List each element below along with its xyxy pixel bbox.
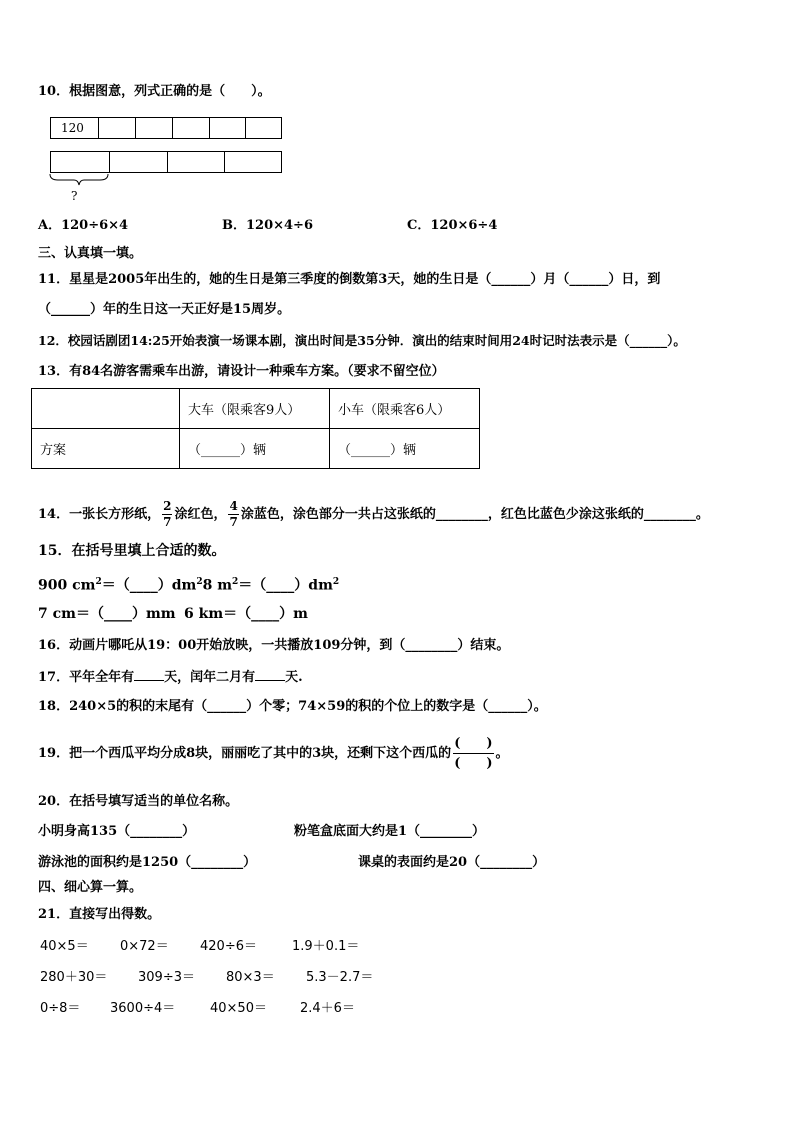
table-cell-big: （______）辆 xyxy=(180,429,330,469)
table-row-label: 方案 xyxy=(32,429,180,469)
blank-underline xyxy=(255,668,285,681)
strip-cell-120: 120 xyxy=(61,121,84,135)
strip-cell xyxy=(172,118,209,138)
calc-item: 80×3＝ xyxy=(226,970,275,985)
q17-part-c: 天. xyxy=(285,670,303,685)
fraction-blank xyxy=(453,734,493,773)
q20-b: 粉笔盒底面大约是1（________） xyxy=(294,824,486,839)
calc-item: 280＋30＝ xyxy=(40,970,108,985)
calc-item: 5.3－2.7＝ xyxy=(306,970,374,985)
table-header-big: 大车（限乘客9人） xyxy=(180,389,330,429)
q21-title: 21．直接写出得数。 xyxy=(38,907,161,922)
q17-part-b: 天，闰年二月有 xyxy=(164,670,256,685)
strip-cell xyxy=(209,118,245,138)
calc-item: 2.4＋6＝ xyxy=(300,1001,355,1016)
calc-item: 40×50＝ xyxy=(210,1001,267,1016)
strip-cell xyxy=(98,118,135,138)
q15-row2-b: 6 km＝（____）m xyxy=(184,606,308,622)
q10-option-a: A．120÷6×4 xyxy=(38,218,129,233)
q17-part-a: 17．平年全年有 xyxy=(38,670,135,685)
q10-option-b: B．120×4÷6 xyxy=(222,218,314,233)
calc-item: 420÷6＝ xyxy=(200,939,257,954)
q10-option-c: C．120×6÷4 xyxy=(407,218,498,233)
q15-row1-b: ＝（____）dm xyxy=(101,577,197,594)
calc-item: 3600÷4＝ xyxy=(110,1001,176,1016)
q10-text: 10．根据图意，列式正确的是（ ）。 xyxy=(38,84,271,99)
q18-text: 18．240×5的积的末尾有（______）个零；74×59的积的个位上的数字是（______）。 xyxy=(38,699,547,714)
strip-cell xyxy=(224,152,281,172)
superscript: 2 xyxy=(196,577,203,587)
bottom-strip xyxy=(50,151,282,173)
fraction-denominator: 7 xyxy=(163,515,172,529)
strip-cell xyxy=(167,152,224,172)
q11-line1: 11．星星是2005年出生的，她的生日是第三季度的倒数第3天，她的生日是（______）月（______）日，到 xyxy=(38,272,661,287)
question-mark: ? xyxy=(71,189,78,203)
calc-item: 1.9＋0.1＝ xyxy=(292,939,360,954)
q15-row1-c: 8 m xyxy=(202,577,233,594)
q19-end: 。 xyxy=(495,746,509,761)
q15-row2-a: 7 cm＝（____）mm xyxy=(38,606,176,622)
calc-item: 40×5＝ xyxy=(40,939,89,954)
table-header-small: 小车（限乘客6人） xyxy=(330,389,480,429)
section-4-heading: 四、细心算一算。 xyxy=(38,880,143,895)
calc-row-1 xyxy=(40,939,359,955)
fraction-denominator: 7 xyxy=(229,515,238,529)
brace-icon xyxy=(48,172,112,188)
fraction-denominator: ( ) xyxy=(454,756,493,771)
q20-title: 20．在括号填写适当的单位名称。 xyxy=(38,794,239,809)
q19-text: 19．把一个西瓜平均分成8块，丽丽吃了其中的3块，还剩下这个西瓜的 xyxy=(38,746,452,761)
q17-line xyxy=(38,668,303,686)
q20-c: 游泳池的面积约是1250（________） xyxy=(38,855,257,870)
blank-underline xyxy=(134,668,164,681)
q11-line2: （______）年的生日这一天正好是15周岁。 xyxy=(38,302,291,317)
q13-table xyxy=(31,388,480,469)
q15-title: 15．在括号里填上合适的数。 xyxy=(38,543,226,559)
section-3-heading: 三、认真填一填。 xyxy=(38,246,143,261)
q14-part-b: 涂红色， xyxy=(174,507,227,522)
table-cell-small: （______）辆 xyxy=(330,429,480,469)
fraction-2-7 xyxy=(162,499,172,530)
calc-row-3 xyxy=(40,1001,355,1017)
q16-text: 16．动画片哪吒从19：00开始放映，一共播放109分钟，到（________）结束。 xyxy=(38,638,510,653)
calc-row-2 xyxy=(40,970,373,986)
top-strip xyxy=(50,117,282,139)
table-corner xyxy=(32,389,180,429)
q12-text: 12．校园话剧团14:25开始表演一场课本剧，演出时间是35分钟．演出的结束时间用24时记时法表示是（______）。 xyxy=(38,333,686,348)
fraction-numerator: 4 xyxy=(229,499,238,513)
q20-a: 小明身高135（________） xyxy=(38,824,196,839)
strip-cell xyxy=(51,152,109,172)
q14-part-c: 涂蓝色，涂色部分一共占这张纸的________，红色比蓝色少涂这张纸的________。 xyxy=(240,507,709,522)
q13-text: 13．有84名游客需乘车出游，请设计一种乘车方案。（要求不留空位） xyxy=(38,364,445,379)
q20-d: 课桌的表面约是20（________） xyxy=(358,855,546,870)
superscript: 2 xyxy=(95,577,102,587)
fraction-4-7 xyxy=(228,499,238,530)
q15-row1-d: ＝（____）dm xyxy=(238,577,333,594)
q14-part-a: 14．一张长方形纸， xyxy=(38,507,161,522)
strip-cell xyxy=(135,118,172,138)
strip-cell xyxy=(109,152,167,172)
calc-item: 309÷3＝ xyxy=(138,970,195,985)
q14-line xyxy=(38,496,709,534)
fraction-numerator: ( ) xyxy=(453,734,493,754)
q15-row1 xyxy=(38,574,339,594)
superscript: 2 xyxy=(332,577,340,587)
q19-line xyxy=(38,732,509,776)
q15-row1-a: 900 cm xyxy=(38,577,96,594)
calc-item: 0×72＝ xyxy=(120,939,169,954)
fraction-numerator: 2 xyxy=(163,499,172,513)
strip-cell xyxy=(245,118,281,138)
calc-item: 0÷8＝ xyxy=(40,1001,81,1016)
superscript: 2 xyxy=(232,577,239,587)
